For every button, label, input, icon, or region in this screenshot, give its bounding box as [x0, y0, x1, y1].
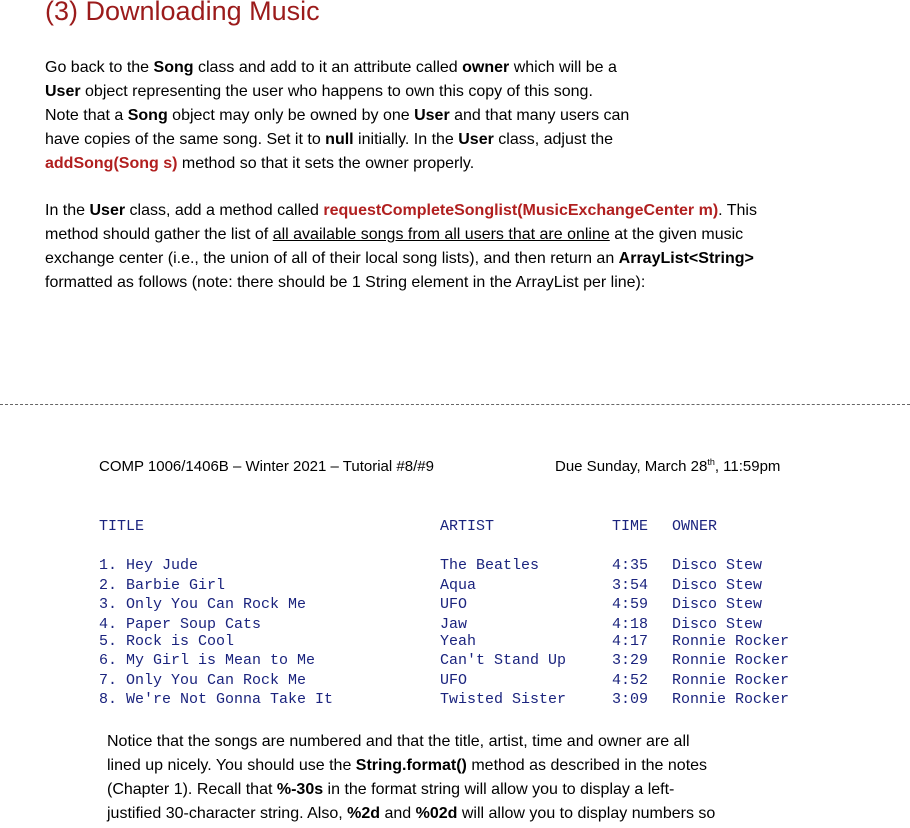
text: Go back to the — [45, 59, 154, 76]
text: Note that a — [45, 107, 128, 124]
column-header-time: TIME — [612, 518, 649, 535]
text: and — [380, 805, 416, 822]
song-owner: Disco Stew — [672, 557, 763, 574]
text: In the — [45, 202, 90, 219]
text: exchange center (i.e., the union of all of their local song lists), and then return an — [45, 250, 619, 267]
text: initially. In the — [353, 131, 459, 148]
text: justified 30-character string. Also, — [107, 805, 348, 822]
song-time: 4:18 — [612, 616, 649, 633]
song-owner: Disco Stew — [672, 577, 763, 594]
underlined-phrase: all available songs from all users that are online — [272, 226, 610, 243]
text: at the given music — [609, 226, 744, 243]
text: will allow you to display numbers so — [457, 805, 716, 822]
paragraph-format-notes — [107, 730, 807, 826]
column-header-owner: OWNER — [672, 518, 718, 535]
text: which will be a — [509, 59, 617, 76]
text: method as described in the notes — [466, 757, 708, 774]
song-time: 3:29 — [612, 652, 649, 669]
song-owner: Ronnie Rocker — [672, 672, 790, 689]
arraylist-type-ref: ArrayList<String> — [618, 250, 754, 267]
text: object may only be owned by one — [167, 107, 415, 124]
user-class-ref: User — [458, 131, 494, 148]
text: Due Sunday, March 28 — [555, 458, 708, 475]
column-header-artist: ARTIST — [440, 518, 495, 535]
song-artist: Twisted Sister — [440, 691, 567, 708]
song-class-ref: Song — [153, 59, 194, 76]
song-title: 1. Hey Jude — [99, 557, 199, 574]
song-time: 4:59 — [612, 596, 649, 613]
addsong-method-ref: addSong(Song s) — [45, 155, 178, 172]
song-owner: Disco Stew — [672, 596, 763, 613]
page-header-due-date — [555, 458, 780, 475]
owner-attribute-ref: owner — [462, 59, 510, 76]
song-time: 3:09 — [612, 691, 649, 708]
request-method-ref: requestCompleteSonglist(MusicExchangeCenter m) — [323, 202, 719, 219]
text: lined up nicely. You should use the — [107, 757, 356, 774]
song-class-ref: Song — [127, 107, 168, 124]
superscript: th — [707, 457, 715, 467]
column-header-title: TITLE — [99, 518, 145, 535]
text: Notice that the songs are numbered and that the title, artist, time and owner are all — [107, 733, 690, 750]
null-keyword: null — [325, 131, 354, 148]
song-title: 3. Only You Can Rock Me — [99, 596, 307, 613]
text: class, add a method called — [125, 202, 324, 219]
song-title: 7. Only You Can Rock Me — [99, 672, 307, 689]
text: class, adjust the — [493, 131, 613, 148]
text: , 11:59pm — [714, 458, 781, 475]
text: formatted as follows (note: there should be 1 String element in the ArrayList per line): — [45, 274, 646, 291]
song-owner: Disco Stew — [672, 616, 763, 633]
text: . This — [718, 202, 757, 219]
format-specifier-2d: %2d — [347, 805, 381, 822]
song-artist: UFO — [440, 672, 468, 689]
song-artist: Can't Stand Up — [440, 652, 567, 669]
section-heading: (3) Downloading Music — [45, 0, 320, 26]
song-artist: Yeah — [440, 633, 477, 650]
text: class and add to it an attribute called — [193, 59, 463, 76]
paragraph-owner-attribute — [45, 56, 725, 176]
text: (Chapter 1). Recall that — [107, 781, 277, 798]
page-break-divider — [0, 404, 910, 405]
song-title: 8. We're Not Gonna Take It — [99, 691, 334, 708]
song-title: 4. Paper Soup Cats — [99, 616, 262, 633]
text: method should gather the list of — [45, 226, 273, 243]
user-class-ref: User — [89, 202, 126, 219]
song-title: 5. Rock is Cool — [99, 633, 235, 650]
format-specifier-02d: %02d — [415, 805, 458, 822]
text: in the format string will allow you to display a left- — [323, 781, 675, 798]
song-time: 4:52 — [612, 672, 649, 689]
song-owner: Ronnie Rocker — [672, 691, 790, 708]
song-owner: Ronnie Rocker — [672, 633, 790, 650]
song-title: 6. My Girl is Mean to Me — [99, 652, 316, 669]
user-class-ref: User — [414, 107, 450, 124]
paragraph-request-songlist — [45, 199, 875, 295]
song-artist: Jaw — [440, 616, 468, 633]
song-owner: Ronnie Rocker — [672, 652, 790, 669]
song-title: 2. Barbie Girl — [99, 577, 226, 594]
song-artist: The Beatles — [440, 557, 540, 574]
song-artist: UFO — [440, 596, 468, 613]
song-artist: Aqua — [440, 577, 477, 594]
song-time: 4:17 — [612, 633, 649, 650]
text: and that many users can — [449, 107, 630, 124]
text: object representing the user who happens to own this copy of this song. — [80, 83, 593, 100]
text: method so that it sets the owner properly. — [177, 155, 475, 172]
song-time: 3:54 — [612, 577, 649, 594]
song-time: 4:35 — [612, 557, 649, 574]
format-specifier-30s: %-30s — [276, 781, 324, 798]
string-format-ref: String.format() — [355, 757, 467, 774]
text: have copies of the same song. Set it to — [45, 131, 326, 148]
user-class-ref: User — [45, 83, 81, 100]
page-header-course: COMP 1006/1406B – Winter 2021 – Tutorial #8/#9 — [99, 458, 434, 475]
